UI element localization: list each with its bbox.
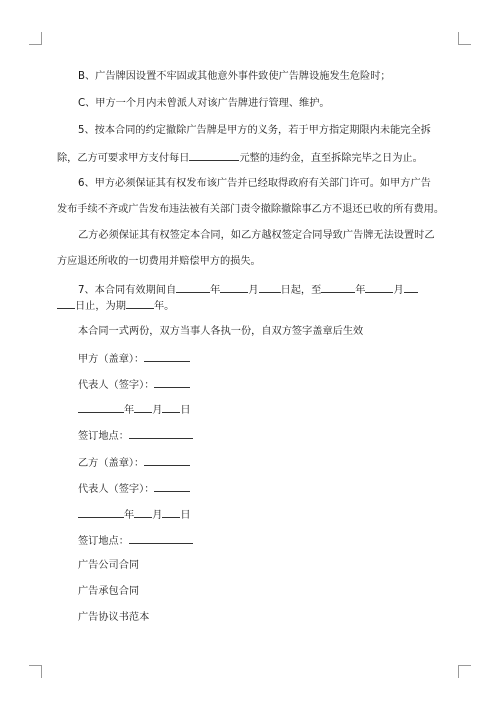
- party-a-seal-blank[interactable]: [144, 351, 190, 362]
- sign-place-line-a: [78, 428, 468, 444]
- start-month-blank[interactable]: [220, 282, 248, 293]
- clause-5-line1: 5、按本合同的约定撤除广告牌是甲方的义务，若于甲方指定期限内未能完全拆: [78, 125, 431, 136]
- sign-place-label: 签订地点：: [78, 431, 129, 442]
- date-month-label: 月: [152, 405, 163, 416]
- party-b-seal-blank[interactable]: [144, 455, 190, 466]
- term-text: 日止，为期: [75, 301, 126, 312]
- clause-6b-line2: 方应退还所收的一切费用并赔偿甲方的损失。: [57, 256, 261, 267]
- end-day-blank-b[interactable]: [57, 298, 75, 309]
- clause-7-line2: [57, 298, 447, 314]
- sign-place-blank-b[interactable]: [129, 533, 193, 544]
- party-a-seal-line: [78, 351, 468, 367]
- start-year-blank[interactable]: [176, 282, 210, 293]
- clause-6-line2: 发布手续不齐或广告发布违法被有关部门责令撤除撤除事乙方不退还已收的所有费用。: [57, 204, 445, 215]
- party-a-seal-label: 甲方（盖章）：: [78, 354, 145, 365]
- date-day-label-b: 日: [180, 510, 191, 521]
- party-b-seal-line: [78, 455, 468, 471]
- party-b-rep-blank[interactable]: [154, 481, 190, 492]
- term-years-label: 年。: [153, 301, 175, 312]
- related-link-1: 广告公司合同: [78, 560, 140, 571]
- copies-clause: 本合同一式两份，双方当事人各执一份，自双方签字盖章后生效: [78, 326, 364, 337]
- related-link-3: 广告协议书范本: [78, 612, 150, 623]
- related-link-2: 广告承包合同: [78, 586, 140, 597]
- month-label-2: 月: [393, 285, 404, 296]
- clause-b: B、广告牌因设置不牢固或其他意外事件致使广告牌设施发生危险时；: [78, 71, 391, 82]
- end-month-blank[interactable]: [365, 282, 393, 293]
- crop-mark-top-right: [458, 32, 471, 45]
- year-label: 年: [210, 285, 221, 296]
- year-label-2: 年: [355, 285, 366, 296]
- party-b-date-line: [78, 507, 468, 523]
- clause-5-text-b: 元整的违约金，直至拆除完毕之日为止。: [239, 153, 423, 164]
- day-from-label: 日起，至: [280, 285, 322, 296]
- party-b-year-blank[interactable]: [78, 507, 124, 518]
- sign-place-blank-a[interactable]: [129, 428, 193, 439]
- party-a-rep-label: 代表人（签字）：: [78, 380, 155, 391]
- date-year-label-b: 年: [124, 510, 135, 521]
- sign-place-label-b: 签订地点：: [78, 536, 129, 547]
- clause-7-text: 7、本合同有效期间自: [78, 285, 177, 296]
- clause-6b-line1: 乙方必须保证其有权签定本合同，如乙方越权签定合同导致广告牌无法设置时乙: [78, 230, 435, 241]
- term-years-blank[interactable]: [126, 298, 154, 309]
- party-b-rep-line: [78, 481, 468, 497]
- party-a-year-blank[interactable]: [78, 402, 124, 413]
- party-b-month-blank[interactable]: [134, 507, 152, 518]
- party-a-month-blank[interactable]: [134, 402, 152, 413]
- party-a-rep-line: [78, 377, 468, 393]
- crop-mark-bottom-right: [458, 665, 471, 678]
- party-b-rep-label: 代表人（签字）：: [78, 484, 155, 495]
- crop-mark-top-left: [29, 32, 42, 45]
- party-b-seal-label: 乙方（盖章）：: [78, 458, 145, 469]
- party-a-rep-blank[interactable]: [154, 377, 190, 388]
- date-year-label: 年: [124, 405, 135, 416]
- date-day-label: 日: [180, 405, 191, 416]
- party-a-date-line: [78, 402, 468, 418]
- party-b-day-blank[interactable]: [162, 507, 180, 518]
- clause-6-line1: 6、甲方必须保证其有权发布该广告并已经取得政府有关部门许可。如甲方广告: [78, 178, 431, 189]
- clause-7-line1: [78, 282, 468, 298]
- end-day-blank-a[interactable]: [404, 282, 418, 293]
- start-day-blank[interactable]: [259, 282, 281, 293]
- date-month-label-b: 月: [152, 510, 163, 521]
- sign-place-line-b: [78, 533, 468, 549]
- clause-c: C、甲方一个月内未曾派人对该广告牌进行管理、维护。: [78, 98, 330, 109]
- party-a-day-blank[interactable]: [162, 402, 180, 413]
- clause-5-text-a: 除，乙方可要求甲方支付每日: [57, 153, 190, 164]
- end-year-blank[interactable]: [321, 282, 355, 293]
- penalty-amount-blank[interactable]: [189, 150, 239, 161]
- clause-5-line2: [57, 150, 447, 166]
- month-label: 月: [248, 285, 259, 296]
- crop-mark-bottom-left: [29, 665, 42, 678]
